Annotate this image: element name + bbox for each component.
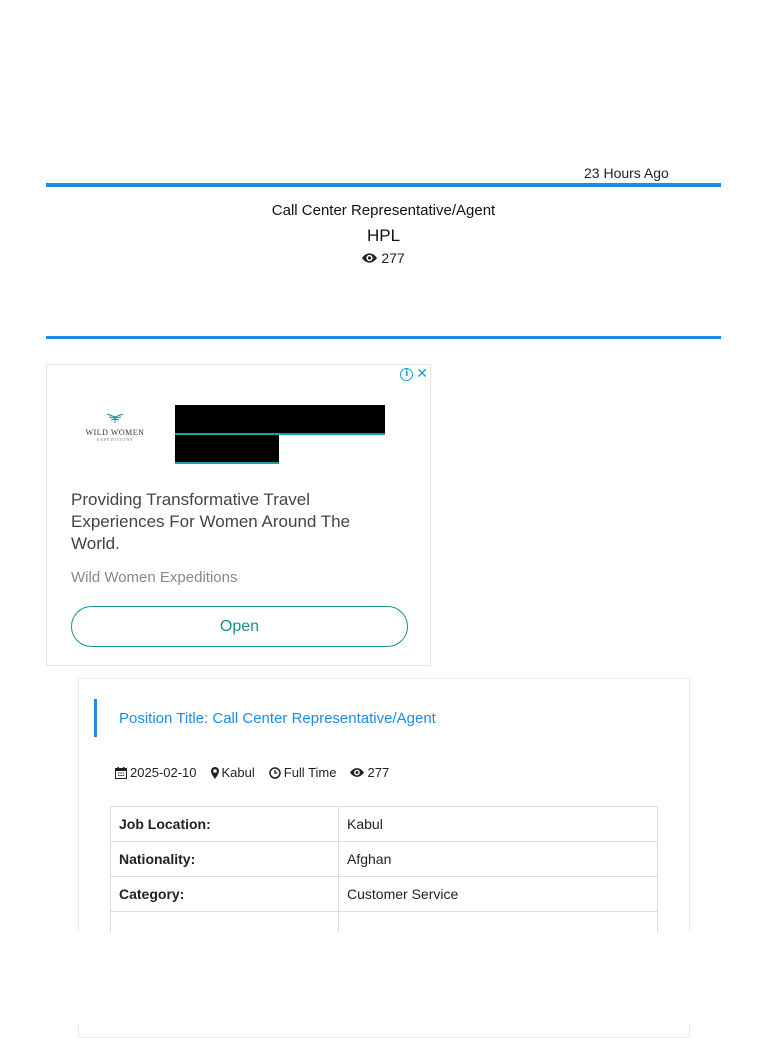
meta-views-value: 277 (367, 765, 390, 780)
view-count-value: 277 (381, 250, 405, 266)
meta-date-value: 2025-02-10 (130, 765, 197, 780)
position-title: Position Title: Call Center Representative/Agent (94, 699, 436, 737)
meta-type (269, 765, 337, 780)
ad-logo-subtext: EXPEDITIONS (96, 437, 134, 442)
advertisement[interactable] (46, 364, 431, 666)
job-meta (115, 765, 389, 780)
ad-advertiser-name[interactable]: Wild Women Expeditions (71, 569, 238, 586)
eye-icon (350, 768, 364, 777)
meta-location (211, 765, 255, 780)
detail-label: Category: (111, 877, 339, 912)
ad-info-icon[interactable]: i (400, 368, 413, 381)
table-row (111, 842, 658, 877)
ad-image-redacted (175, 405, 385, 435)
meta-views (350, 765, 389, 780)
ad-open-button[interactable]: Open (71, 606, 408, 647)
meta-date (115, 765, 197, 780)
job-title: Call Center Representative/Agent (271, 202, 496, 219)
detail-label: Job Location: (111, 807, 339, 842)
meta-type-value: Full Time (283, 765, 337, 780)
eye-icon (362, 250, 377, 266)
view-count (362, 250, 404, 266)
ad-controls (400, 367, 428, 381)
table-row (111, 877, 658, 912)
job-header (46, 200, 721, 268)
advertiser-logo[interactable] (83, 413, 147, 442)
detail-label: Nationality: (111, 842, 339, 877)
header-bottom-rule (46, 336, 721, 339)
close-icon[interactable]: ✕ (416, 366, 428, 382)
detail-value: Kabul (339, 807, 658, 842)
clock-icon (269, 767, 281, 779)
company-name[interactable]: HPL (366, 226, 401, 245)
ad-image-redacted-2 (175, 435, 279, 464)
header-top-rule (46, 183, 721, 187)
ad-headline[interactable]: Providing Transformative Travel Experiences For Women Around The World. (71, 490, 351, 553)
calendar-icon (115, 767, 127, 779)
bird-logo-icon (102, 413, 128, 425)
map-marker-icon (211, 767, 219, 779)
detail-value: Afghan (339, 842, 658, 877)
posted-time: 23 Hours Ago (584, 165, 669, 181)
job-details-table (110, 806, 658, 947)
meta-location-value: Kabul (221, 765, 255, 780)
table-row (111, 807, 658, 842)
ad-logo-text: WILD WOMEN (85, 428, 145, 437)
page-bottom-blank (0, 932, 768, 1024)
detail-value: Customer Service (339, 877, 658, 912)
